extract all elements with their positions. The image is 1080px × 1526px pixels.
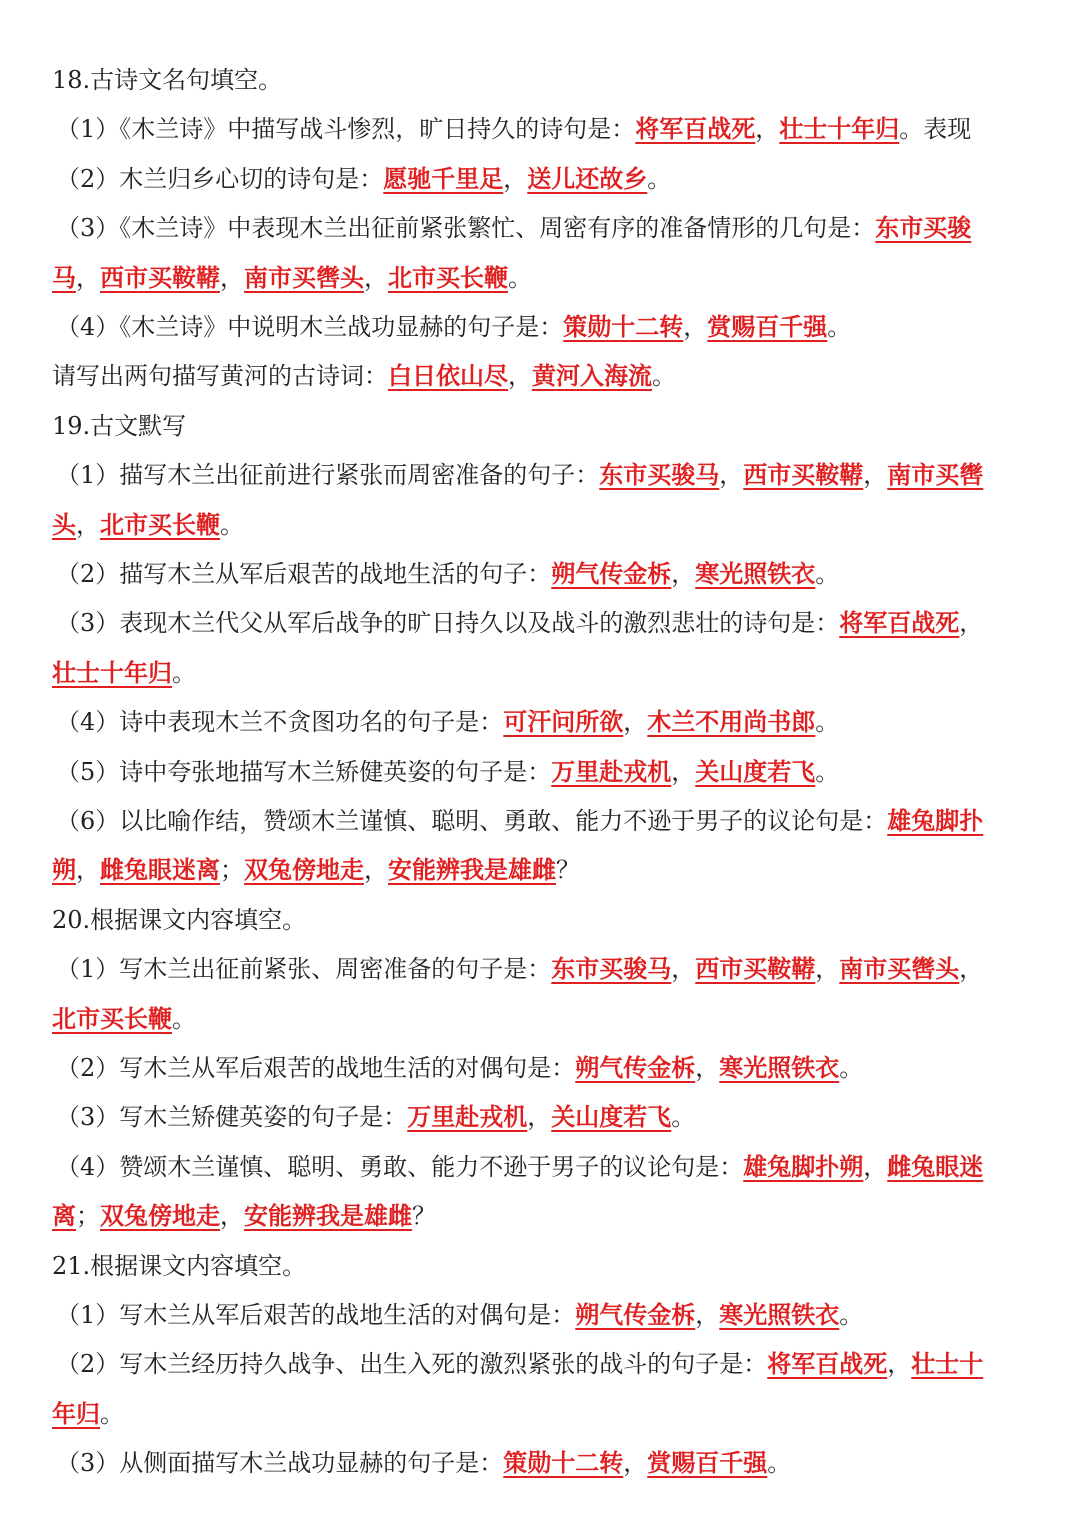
prompt-text: 。: [100, 1400, 124, 1428]
answer-text: 东市买骏马: [551, 954, 672, 983]
answer-text: 南市买辔头: [839, 954, 960, 983]
answer-text: 双兔傍地走: [244, 855, 364, 884]
prompt-text: ，: [671, 758, 696, 786]
text-line: [52, 1396, 1037, 1432]
text-line: [56, 1050, 1041, 1086]
prompt-text: （6）以比喻作结，赞颂木兰谨慎、聪明、勇敢、能力不逊于男子的议论句是：: [56, 807, 888, 835]
text-line: [56, 1346, 1041, 1382]
prompt-text: ，: [959, 609, 984, 637]
answer-text: 将军百战死: [767, 1349, 888, 1378]
prompt-text: ，: [364, 264, 388, 292]
answer-text: 黄河入海流: [532, 361, 652, 390]
prompt-text: 。: [839, 1301, 864, 1329]
answer-text: 北市买长鞭: [100, 510, 220, 539]
prompt-text: 。: [652, 362, 676, 390]
prompt-text: ，: [863, 1153, 888, 1181]
answer-text: 朔气传金柝: [575, 1300, 696, 1329]
answer-text: 安能辨我是雄雌: [244, 1201, 412, 1230]
text-line: [56, 1297, 1041, 1333]
question-heading: [52, 1248, 1037, 1284]
text-line: [56, 111, 1041, 147]
text-line: [52, 358, 1037, 394]
answer-text: 寒光照铁衣: [719, 1300, 840, 1329]
prompt-text: 请写出两句描写黄河的古诗词：: [52, 362, 388, 390]
prompt-text: ，: [220, 264, 244, 292]
answer-text: 壮士十: [911, 1349, 984, 1378]
text-line: [52, 1198, 1037, 1234]
prompt-text: ，: [76, 856, 100, 884]
prompt-text: ，: [623, 1449, 648, 1477]
prompt-text: （5）诗中夸张地描写木兰矫健英姿的句子是：: [56, 758, 552, 786]
prompt-text: 。: [220, 511, 244, 539]
answer-text: 朔: [52, 855, 76, 884]
text-line: [56, 309, 1041, 345]
question-heading: [52, 408, 1037, 444]
answer-text: 愿驰千里足: [383, 164, 504, 193]
prompt-text: （4）赞颂木兰谨慎、聪明、勇敢、能力不逊于男子的议论句是：: [56, 1153, 744, 1181]
answer-text: 朔气传金柝: [575, 1053, 696, 1082]
prompt-text: ？: [556, 856, 580, 884]
answer-text: 雌兔眼迷: [887, 1152, 984, 1181]
prompt-text: ，: [755, 115, 780, 143]
answer-text: 马: [52, 263, 76, 292]
prompt-text: （2）木兰归乡心切的诗句是：: [56, 165, 384, 193]
text-line: [52, 655, 1037, 691]
prompt-text: （3）《木兰诗》中表现木兰出征前紧张繁忙、周密有序的准备情形的几句是：: [56, 214, 876, 242]
prompt-text: ，: [527, 1103, 552, 1131]
prompt-text: ，: [508, 362, 532, 390]
answer-text: 雌兔眼迷离: [100, 855, 220, 884]
prompt-text: 21.根据课文内容填空。: [52, 1252, 307, 1280]
prompt-text: （1）写木兰出征前紧张、周密准备的句子是：: [56, 955, 552, 983]
prompt-text: ；: [76, 1202, 100, 1230]
text-line: [52, 507, 1037, 543]
prompt-text: 。: [815, 560, 840, 588]
prompt-text: ；: [220, 856, 244, 884]
prompt-text: 18.古诗文名句填空。: [52, 66, 283, 94]
prompt-text: 20.根据课文内容填空。: [52, 906, 307, 934]
answer-text: 北市买长鞭: [388, 263, 508, 292]
text-line: [56, 605, 1041, 641]
answer-text: 南市买辔: [887, 460, 984, 489]
text-line: [52, 852, 1037, 888]
prompt-text: ，: [959, 955, 984, 983]
prompt-text: ，: [863, 461, 888, 489]
answer-text: 东市买骏马: [599, 460, 720, 489]
answer-text: 将军百战死: [635, 114, 756, 143]
answer-text: 木兰不用尚书郎: [647, 707, 816, 736]
prompt-text: ，: [671, 560, 696, 588]
prompt-text: （1）《木兰诗》中描写战斗惨烈，旷日持久的诗句是：: [56, 115, 636, 143]
prompt-text: （3）表现木兰代父从军后战争的旷日持久以及战斗的激烈悲壮的诗句是：: [56, 609, 840, 637]
answer-text: 关山度若飞: [695, 757, 816, 786]
prompt-text: （3）从侧面描写木兰战功显赫的句子是：: [56, 1449, 504, 1477]
answer-text: 万里赴戎机: [407, 1102, 528, 1131]
answer-text: 西市买鞍鞯: [695, 954, 816, 983]
prompt-text: 。表现: [899, 115, 972, 143]
prompt-text: 。: [767, 1449, 792, 1477]
prompt-text: 。: [508, 264, 532, 292]
answer-text: 年归: [52, 1399, 100, 1428]
answer-text: 雄兔脚扑朔: [743, 1152, 864, 1181]
answer-text: 雄兔脚扑: [887, 806, 984, 835]
prompt-text: ，: [76, 511, 100, 539]
prompt-text: 。: [815, 708, 840, 736]
answer-text: 安能辨我是雄雌: [388, 855, 556, 884]
prompt-text: （4）《木兰诗》中说明木兰战功显赫的句子是：: [56, 313, 564, 341]
prompt-text: ？: [412, 1202, 436, 1230]
answer-text: 壮士十年归: [779, 114, 900, 143]
prompt-text: ，: [503, 165, 528, 193]
answer-text: 将军百战死: [839, 608, 960, 637]
text-line: [56, 1099, 1041, 1135]
answer-text: 寒光照铁衣: [719, 1053, 840, 1082]
text-line: [52, 1001, 1037, 1037]
text-line: [56, 556, 1041, 592]
prompt-text: （1）写木兰从军后艰苦的战地生活的对偶句是：: [56, 1301, 576, 1329]
text-line: [56, 1445, 1041, 1481]
text-line: [56, 803, 1041, 839]
answer-text: 赏赐百千强: [707, 312, 828, 341]
prompt-text: 。: [172, 659, 196, 687]
prompt-text: 。: [827, 313, 852, 341]
answer-text: 头: [52, 510, 76, 539]
prompt-text: 。: [839, 1054, 864, 1082]
prompt-text: ，: [695, 1054, 720, 1082]
prompt-text: 。: [647, 165, 672, 193]
prompt-text: ，: [76, 264, 100, 292]
answer-text: 寒光照铁衣: [695, 559, 816, 588]
prompt-text: 。: [671, 1103, 696, 1131]
prompt-text: ，: [719, 461, 744, 489]
answer-text: 双兔傍地走: [100, 1201, 220, 1230]
prompt-text: 。: [815, 758, 840, 786]
answer-text: 西市买鞍鞯: [100, 263, 220, 292]
prompt-text: （3）写木兰矫健英姿的句子是：: [56, 1103, 408, 1131]
prompt-text: （1）描写木兰出征前进行紧张而周密准备的句子：: [56, 461, 600, 489]
answer-text: 赏赐百千强: [647, 1448, 768, 1477]
answer-text: 东市买骏: [875, 213, 972, 242]
answer-text: 壮士十年归: [52, 658, 172, 687]
text-line: [56, 161, 1041, 197]
prompt-text: ，: [887, 1350, 912, 1378]
prompt-text: ，: [220, 1202, 244, 1230]
prompt-text: ，: [623, 708, 648, 736]
prompt-text: （2）写木兰经历持久战争、出生入死的激烈紧张的战斗的句子是：: [56, 1350, 768, 1378]
text-line: [56, 704, 1041, 740]
answer-text: 白日依山尽: [388, 361, 508, 390]
text-line: [56, 951, 1041, 987]
prompt-text: 。: [172, 1005, 196, 1033]
prompt-text: ，: [364, 856, 388, 884]
text-line: [56, 1149, 1041, 1185]
prompt-text: （4）诗中表现木兰不贪图功名的句子是：: [56, 708, 504, 736]
text-line: [56, 754, 1041, 790]
prompt-text: ，: [683, 313, 708, 341]
answer-text: 关山度若飞: [551, 1102, 672, 1131]
answer-text: 万里赴戎机: [551, 757, 672, 786]
answer-text: 离: [52, 1201, 76, 1230]
answer-text: 西市买鞍鞯: [743, 460, 864, 489]
prompt-text: （2）写木兰从军后艰苦的战地生活的对偶句是：: [56, 1054, 576, 1082]
question-heading: [52, 902, 1037, 938]
prompt-text: ，: [695, 1301, 720, 1329]
answer-text: 朔气传金柝: [551, 559, 672, 588]
answer-text: 策勋十二转: [563, 312, 684, 341]
prompt-text: 19.古文默写: [52, 412, 187, 440]
text-line: [56, 457, 1041, 493]
answer-text: 北市买长鞭: [52, 1004, 172, 1033]
answer-text: 南市买辔头: [244, 263, 364, 292]
prompt-text: ，: [815, 955, 840, 983]
answer-text: 可汗问所欲: [503, 707, 624, 736]
answer-text: 送儿还故乡: [527, 164, 648, 193]
prompt-text: ，: [671, 955, 696, 983]
text-line: [56, 210, 1041, 246]
text-line: [52, 260, 1037, 296]
answer-text: 策勋十二转: [503, 1448, 624, 1477]
question-heading: [52, 62, 1037, 98]
prompt-text: （2）描写木兰从军后艰苦的战地生活的句子：: [56, 560, 552, 588]
